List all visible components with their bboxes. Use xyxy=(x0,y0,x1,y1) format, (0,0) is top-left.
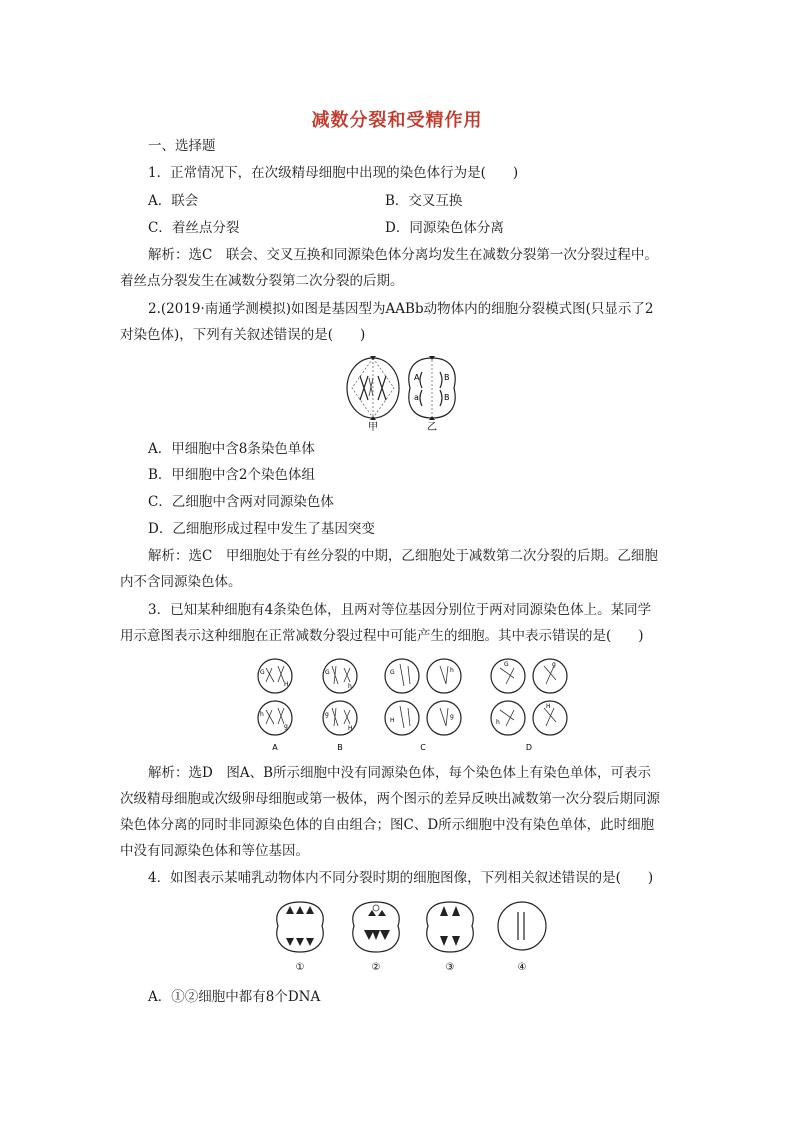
figure-label-yi: 乙 xyxy=(427,422,437,432)
figure-label-a: A xyxy=(272,743,278,752)
gene-g: g xyxy=(325,711,329,718)
question-3-analysis: 解析：选D 图A、B所示细胞中没有同源染色体，每个染色体上有染色单体，可表示 xyxy=(148,765,651,781)
question-2-stem: 2.(2019·南通学测模拟)如图是基因型为AABb动物体内的细胞分裂模式图(只显示了2 xyxy=(148,301,654,317)
question-4-option-a: A．①②细胞中都有8个DNA xyxy=(148,989,321,1005)
gene-G: G xyxy=(390,669,395,676)
question-1-stem: 1．正常情况下，在次级精母细胞中出现的染色体行为是( ) xyxy=(148,165,519,181)
page-title: 减数分裂和受精作用 xyxy=(311,110,483,131)
question-3-analysis-cont-3: 中没有同源染色体和等位基因。 xyxy=(120,843,309,859)
cell-4-diagram xyxy=(498,902,546,950)
question-1-options-row-2 xyxy=(148,219,668,237)
figure-label-d: D xyxy=(525,743,533,752)
question-1-options-row-1 xyxy=(148,192,668,210)
gene-label-A: A xyxy=(414,373,420,382)
question-2-figure xyxy=(340,350,465,432)
cell-1-diagram xyxy=(277,902,323,952)
question-2-analysis: 解析：选C 甲细胞处于有丝分裂的中期，乙细胞处于减数第二次分裂的后期。乙细胞 xyxy=(148,548,658,564)
gene-g: g xyxy=(450,713,454,720)
gene-g: g xyxy=(284,723,288,730)
gene-G: G xyxy=(325,669,330,676)
cell-2-diagram xyxy=(353,902,399,952)
question-4-figure xyxy=(272,896,552,976)
gene-H: H xyxy=(546,703,551,710)
gene-h: h xyxy=(348,683,352,690)
gene-H: H xyxy=(348,725,353,732)
cell-3-diagram xyxy=(427,902,473,952)
gene-label-a: a xyxy=(414,393,419,402)
option-b-cells xyxy=(323,659,357,735)
gene-h: h xyxy=(496,719,500,726)
question-2-option-b: B．甲细胞中含2个染色体组 xyxy=(148,467,316,483)
question-4-stem: 4．如图表示某哺乳动物体内不同分裂时期的细胞图像，下列相关叙述错误的是( ) xyxy=(148,870,654,886)
option-d-cells xyxy=(491,659,567,735)
figure-label-c: C xyxy=(420,743,426,752)
gene-H: H xyxy=(390,717,395,724)
cell-jia-diagram xyxy=(347,356,399,420)
gene-G: G xyxy=(504,661,509,668)
question-1-analysis: 解析：选C 联会、交叉互换和同源染色体分离均发生在减数分裂第一次分裂过程中。 xyxy=(148,247,658,263)
question-3-figure xyxy=(250,654,580,754)
question-3-analysis-cont-1: 次级精母细胞或次级卵母细胞或第一极体，两个图示的差异反映出减数第一次分裂后期同源 xyxy=(120,791,660,807)
question-3-stem: 3．已知某种细胞有4条染色体，且两对等位基因分别位于两对同源染色体上。某同学 xyxy=(148,602,652,618)
figure-label-3: ③ xyxy=(445,962,455,973)
figure-label-1: ① xyxy=(295,962,305,973)
question-3-analysis-cont-2: 染色体分离的同时非同源染色体的自由组合；图C、D所示细胞中没有染色单体，此时细胞 xyxy=(120,817,655,833)
option-a-cells xyxy=(258,659,292,735)
question-2-analysis-cont: 内不含同源染色体。 xyxy=(120,574,242,590)
gene-g: g xyxy=(552,661,556,668)
gene-G: G xyxy=(260,669,265,676)
question-1-option-d: D．同源染色体分离 xyxy=(385,220,504,236)
question-2-stem-cont: 对染色体)，下列有关叙述错误的是( ) xyxy=(120,327,366,343)
figure-label-jia: 甲 xyxy=(368,422,378,432)
gene-label-B-bottom: B xyxy=(444,393,450,402)
gene-h: h xyxy=(260,711,264,718)
gene-H: H xyxy=(284,681,289,688)
figure-label-b: B xyxy=(337,743,343,752)
question-2-option-d: D．乙细胞形成过程中发生了基因突变 xyxy=(148,521,375,537)
gene-label-B-top: B xyxy=(444,373,450,382)
question-1-option-c: C．着丝点分裂 xyxy=(148,220,240,236)
option-c-cells xyxy=(385,659,461,735)
section-heading: 一、选择题 xyxy=(148,138,216,154)
question-2-option-a: A．甲细胞中含8条染色单体 xyxy=(148,441,315,457)
cell-yi-diagram xyxy=(409,356,455,420)
gene-h: h xyxy=(450,667,454,674)
question-1-analysis-cont: 着丝点分裂发生在减数分裂第二次分裂的后期。 xyxy=(120,273,404,289)
question-1-option-a: A．联会 xyxy=(148,193,199,209)
question-3-stem-cont: 用示意图表示这种细胞在正常减数分裂过程中可能产生的细胞。其中表示错误的是( ) xyxy=(120,628,644,644)
figure-label-2: ② xyxy=(371,962,381,973)
question-1-option-b: B．交叉互换 xyxy=(385,193,463,209)
figure-label-4: ④ xyxy=(517,962,527,973)
question-2-option-c: C．乙细胞中含两对同源染色体 xyxy=(148,494,334,510)
